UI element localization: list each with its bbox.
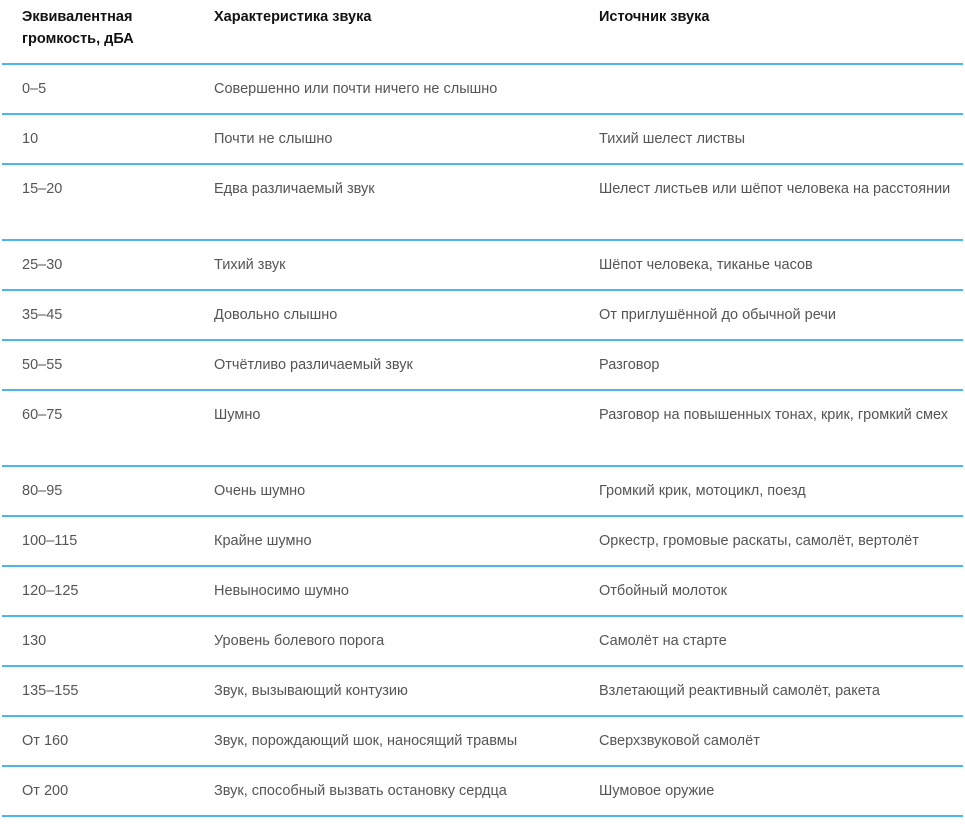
cell-volume: 0–5 bbox=[2, 64, 194, 114]
cell-source: Сверхзвуковой самолёт bbox=[579, 716, 963, 766]
cell-characteristic: Очень шумно bbox=[194, 466, 579, 516]
table-row bbox=[2, 616, 963, 666]
cell-source: От приглушённой до обычной речи bbox=[579, 290, 963, 340]
table-row bbox=[2, 516, 963, 566]
cell-source: Громкий крик, мотоцикл, поезд bbox=[579, 466, 963, 516]
cell-volume: От 160 bbox=[2, 716, 194, 766]
cell-source: Шумовое оружие bbox=[579, 766, 963, 816]
cell-volume: 120–125 bbox=[2, 566, 194, 616]
table-row bbox=[2, 466, 963, 516]
cell-source: Разговор на повышенных тонах, крик, громкий смех bbox=[579, 390, 963, 466]
table-row bbox=[2, 164, 963, 240]
table-row bbox=[2, 766, 963, 816]
noise-level-table bbox=[2, 0, 963, 817]
cell-source bbox=[579, 64, 963, 114]
table-row bbox=[2, 666, 963, 716]
cell-characteristic: Довольно слышно bbox=[194, 290, 579, 340]
cell-characteristic: Уровень болевого порога bbox=[194, 616, 579, 666]
table-row bbox=[2, 114, 963, 164]
cell-volume: 50–55 bbox=[2, 340, 194, 390]
table-row bbox=[2, 566, 963, 616]
cell-volume: 15–20 bbox=[2, 164, 194, 240]
header-volume-db: Эквивалентная громкость, дБА bbox=[2, 0, 194, 64]
table-row bbox=[2, 716, 963, 766]
cell-source: Взлетающий реактивный самолёт, ракета bbox=[579, 666, 963, 716]
cell-characteristic: Шумно bbox=[194, 390, 579, 466]
cell-characteristic: Звук, порождающий шок, наносящий травмы bbox=[194, 716, 579, 766]
cell-source: Отбойный молоток bbox=[579, 566, 963, 616]
cell-volume: 60–75 bbox=[2, 390, 194, 466]
table-row bbox=[2, 340, 963, 390]
cell-source: Тихий шелест листвы bbox=[579, 114, 963, 164]
cell-source: Оркестр, громовые раскаты, самолёт, вертолёт bbox=[579, 516, 963, 566]
cell-volume: 80–95 bbox=[2, 466, 194, 516]
table-row bbox=[2, 390, 963, 466]
header-sound-characteristic: Характеристика звука bbox=[194, 0, 579, 64]
cell-characteristic: Звук, вызывающий контузию bbox=[194, 666, 579, 716]
cell-volume: 25–30 bbox=[2, 240, 194, 290]
cell-source: Шёпот человека, тиканье часов bbox=[579, 240, 963, 290]
table-row bbox=[2, 240, 963, 290]
cell-characteristic: Невыносимо шумно bbox=[194, 566, 579, 616]
cell-characteristic: Совершенно или почти ничего не слышно bbox=[194, 64, 579, 114]
cell-volume: 130 bbox=[2, 616, 194, 666]
cell-characteristic: Едва различаемый звук bbox=[194, 164, 579, 240]
cell-characteristic: Почти не слышно bbox=[194, 114, 579, 164]
cell-volume: 100–115 bbox=[2, 516, 194, 566]
cell-volume: От 200 bbox=[2, 766, 194, 816]
table-row bbox=[2, 290, 963, 340]
cell-characteristic: Звук, способный вызвать остановку сердца bbox=[194, 766, 579, 816]
table-header-row bbox=[2, 0, 963, 64]
table-row bbox=[2, 64, 963, 114]
cell-volume: 35–45 bbox=[2, 290, 194, 340]
cell-characteristic: Крайне шумно bbox=[194, 516, 579, 566]
cell-source: Самолёт на старте bbox=[579, 616, 963, 666]
cell-volume: 135–155 bbox=[2, 666, 194, 716]
cell-source: Шелест листьев или шёпот человека на расстоянии bbox=[579, 164, 963, 240]
cell-characteristic: Тихий звук bbox=[194, 240, 579, 290]
cell-source: Разговор bbox=[579, 340, 963, 390]
cell-characteristic: Отчётливо различаемый звук bbox=[194, 340, 579, 390]
header-sound-source: Источник звука bbox=[579, 0, 963, 64]
cell-volume: 10 bbox=[2, 114, 194, 164]
